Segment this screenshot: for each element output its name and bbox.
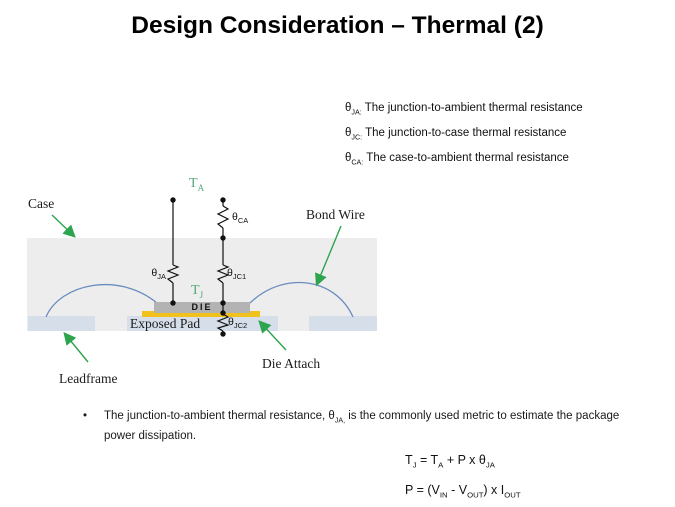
die-attach-label: Die Attach <box>262 356 320 372</box>
bullet-marker: • <box>83 409 104 444</box>
theta-symbol: θ <box>345 102 351 114</box>
theta-ca-label: $\theta_{CA}$ <box>232 211 248 225</box>
theta-subscript: CA: <box>351 158 363 166</box>
formula-power: $P = (V_{IN} - V_{OUT})$ x $I_{OUT}$ <box>405 478 521 507</box>
junction-temp-label: $T_J$ <box>191 283 203 300</box>
node-dot <box>220 197 225 202</box>
leadframe-pad-right <box>309 316 377 331</box>
exposed-pad-label: Exposed Pad <box>130 316 200 332</box>
theta-jc2-label: $\theta_{JC2}$ <box>228 316 247 330</box>
node-dot <box>220 235 225 240</box>
definition-text: The junction-to-case thermal resistance <box>365 127 566 139</box>
theta-symbol: θ <box>345 152 351 164</box>
node-dot <box>220 331 225 336</box>
theta-symbol: θ <box>345 127 351 139</box>
leadframe-arrow <box>65 334 88 362</box>
bullet-text: The junction-to-ambient thermal resistance, $\theta_{JA,}$ is the commonly used metric to estimate the package power dissipation. <box>104 409 628 444</box>
ambient-temp-label: $T_A$ <box>189 176 204 193</box>
case-label: Case <box>28 196 54 212</box>
theta-ja-label: $\theta_{JA}$ <box>140 267 166 281</box>
bullet-item <box>83 409 628 444</box>
definition-text: The case-to-ambient thermal resistance <box>366 152 569 164</box>
bond-wire-label: Bond Wire <box>306 207 365 223</box>
formulas <box>405 448 521 507</box>
definition-text: The junction-to-ambient thermal resistance <box>365 102 583 114</box>
leadframe-pad-left <box>28 316 95 331</box>
theta-jc1-label: $\theta_{JC1}$ <box>227 267 246 281</box>
theta-subscript: JA: <box>351 108 361 116</box>
case-arrow <box>52 215 74 236</box>
theta-subscript: JC: <box>351 133 362 141</box>
leadframe-label: Leadframe <box>59 371 117 387</box>
resistor-theta-ca <box>218 206 228 228</box>
formula-tj: $T_J = T_A + P$ x $\theta_{JA}$ <box>405 448 521 478</box>
page-title: Design Consideration – Thermal (2) <box>0 12 675 40</box>
node-dot <box>170 197 175 202</box>
die-label: DIE <box>154 301 250 313</box>
